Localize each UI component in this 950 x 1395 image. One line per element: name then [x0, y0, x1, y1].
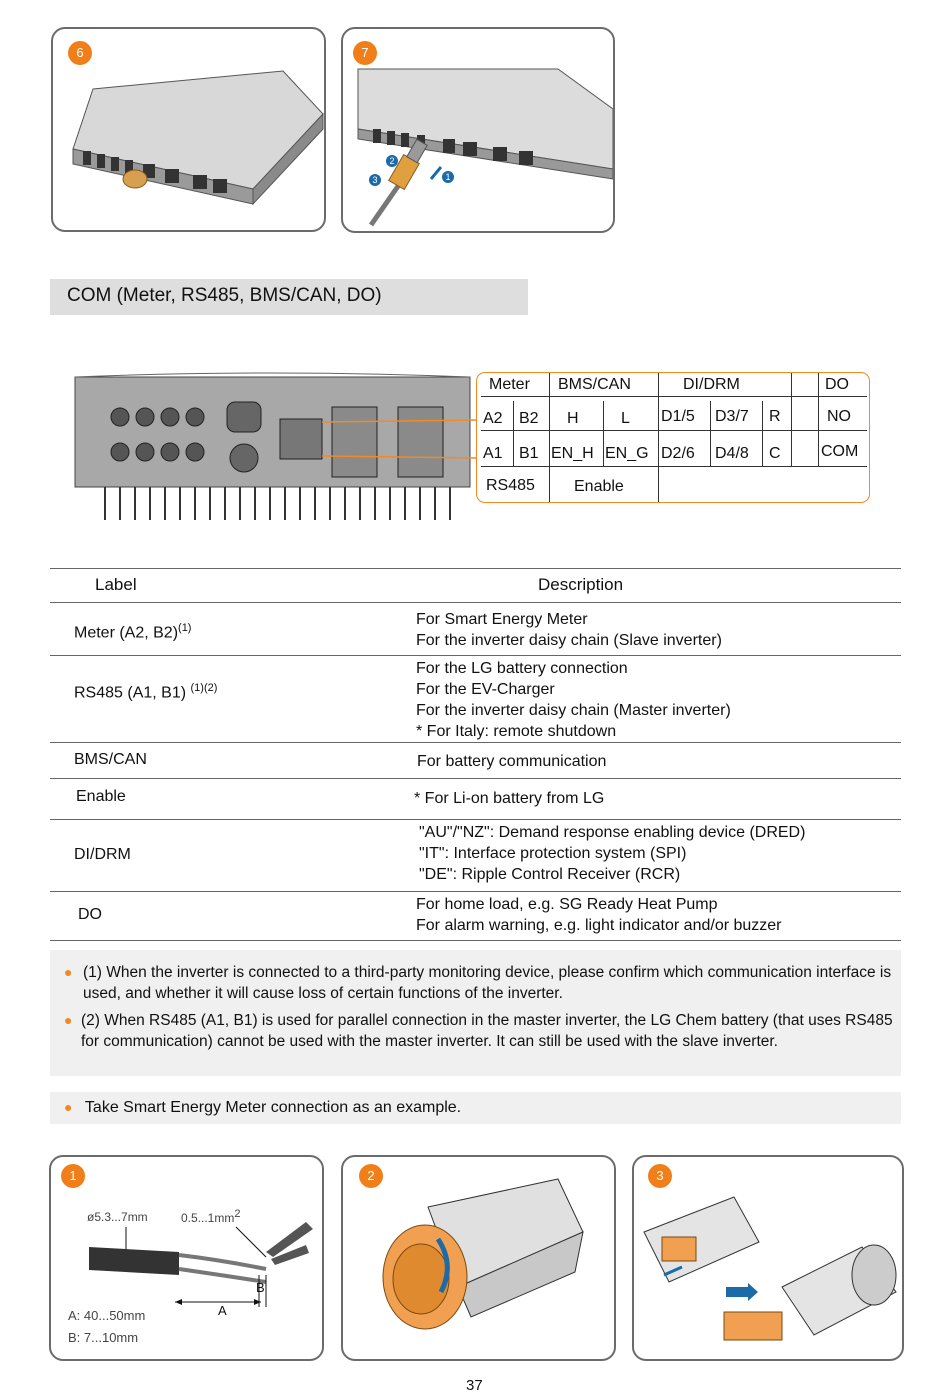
row-description-line: For home load, e.g. SG Ready Heat Pump — [416, 896, 718, 913]
dimension-b-range: B: 7...10mm — [68, 1330, 139, 1345]
row-label: Meter (A2, B2) — [74, 624, 179, 642]
cross-section-sup: 2 — [234, 1208, 241, 1220]
dimension-b-marker: B — [256, 1280, 265, 1295]
pin-d3-7: D3/7 — [715, 408, 749, 425]
example-note-text: Take Smart Energy Meter connection as an example. — [84, 1099, 462, 1116]
row-description-line: "IT": Interface protection system (SPI) — [419, 845, 687, 862]
pin-com: COM — [821, 443, 859, 460]
cross-section-label: 0.5...1mm — [181, 1211, 235, 1225]
row-footnote-ref: (1) — [178, 622, 192, 634]
dimension-a-range: A: 40...50mm — [68, 1308, 146, 1323]
bullet-icon: ● — [64, 964, 73, 980]
pin-rs485: RS485 — [486, 477, 535, 494]
pin-d1-5: D1/5 — [661, 408, 695, 425]
step-1-panel — [49, 1155, 324, 1361]
row-description-line: * For Italy: remote shutdown — [416, 723, 617, 740]
step-number-badge: 7 — [353, 41, 377, 65]
row-description-line: "AU"/"NZ": Demand response enabling device (DRED) — [419, 824, 806, 841]
pin-a1: A1 — [483, 445, 503, 462]
row-description-line: For the EV-Charger — [416, 681, 555, 698]
step-number-badge: 2 — [359, 1164, 383, 1188]
cable-diameter-label: ø5.3...7mm — [87, 1210, 148, 1224]
row-footnote-ref: (1)(2) — [190, 682, 218, 694]
bullet-icon: ● — [64, 1012, 73, 1028]
header-label: Label — [95, 575, 137, 594]
inverter-bottom-illustration — [53, 29, 326, 232]
row-label: RS485 (A1, B1) — [74, 684, 187, 702]
table-header-row — [50, 568, 901, 603]
table-row — [50, 656, 901, 743]
pin-r: R — [769, 408, 781, 425]
dimension-a-marker: A — [218, 1303, 227, 1318]
footnotes-box — [50, 950, 901, 1076]
pin-no: NO — [827, 408, 851, 425]
row-description-line: For alarm warning, e.g. light indicator and/or buzzer — [416, 917, 782, 934]
pin-enable: Enable — [574, 478, 624, 495]
row-description-line: For the inverter daisy chain (Master inverter) — [416, 702, 731, 719]
row-description-line: "DE": Ripple Control Receiver (RCR) — [419, 866, 681, 883]
connector-illustration — [343, 1157, 616, 1361]
pin-d4-8: D4/8 — [715, 445, 749, 462]
row-label: DI/DRM — [74, 846, 131, 863]
callout-1: 1 — [442, 171, 454, 183]
table-row — [50, 743, 901, 779]
table-row — [50, 892, 901, 941]
footnote-1: (1) When the inverter is connected to a third-party monitoring device, please confirm which communication interface is used, and whether it will cause loss of certain functions of the inverter. — [83, 964, 892, 1002]
step-7-panel — [341, 27, 615, 233]
inverter-connector-illustration — [343, 29, 615, 233]
com-pin-table — [476, 372, 870, 503]
section-title: COM (Meter, RS485, BMS/CAN, DO) — [50, 279, 528, 315]
pin-header-do: DO — [825, 376, 849, 393]
footnote-2: (2) When RS485 (A1, B1) is used for parallel connection in the master inverter, the LG Chem battery (that uses RS485 for communication) cannot be used with the master inverter. It can still be used with the slave inverter. — [81, 1012, 893, 1050]
step-3-panel — [632, 1155, 904, 1361]
bullet-icon: ● — [64, 1099, 73, 1115]
step-6-panel — [51, 27, 326, 232]
pin-b1: B1 — [519, 445, 539, 462]
terminal-block-illustration — [634, 1157, 904, 1361]
row-label: DO — [78, 906, 102, 923]
step-number-badge: 6 — [68, 41, 92, 65]
row-description-line: For the LG battery connection — [416, 660, 628, 677]
callout-3: 3 — [369, 174, 381, 186]
pin-d2-6: D2/6 — [661, 445, 695, 462]
row-description-line: For battery communication — [417, 753, 607, 770]
pin-b2: B2 — [519, 410, 539, 427]
row-description-line: For the inverter daisy chain (Slave inverter) — [416, 632, 722, 649]
table-row — [50, 779, 901, 820]
pin-header-bms-can: BMS/CAN — [558, 376, 631, 393]
step-number-badge: 3 — [648, 1164, 672, 1188]
callout-2: 2 — [386, 155, 398, 167]
table-row — [50, 820, 901, 892]
pin-header-meter: Meter — [489, 376, 530, 393]
pin-c: C — [769, 445, 781, 462]
pin-l: L — [621, 410, 630, 427]
row-description-line: For Smart Energy Meter — [416, 611, 588, 628]
pin-en-g: EN_G — [605, 445, 649, 462]
step-2-panel — [341, 1155, 616, 1361]
pin-h: H — [567, 410, 579, 427]
inverter-com-port-illustration — [70, 372, 480, 522]
pin-header-di-drm: DI/DRM — [683, 376, 740, 393]
pin-en-h: EN_H — [551, 445, 594, 462]
row-label: Enable — [76, 788, 126, 805]
header-description: Description — [538, 575, 624, 594]
step-number-badge: 1 — [61, 1164, 85, 1188]
row-description-line: * For Li-on battery from LG — [414, 790, 605, 807]
page-number: 37 — [466, 1377, 483, 1394]
example-note — [50, 1092, 901, 1124]
table-row — [50, 603, 901, 656]
pin-a2: A2 — [483, 410, 503, 427]
row-label: BMS/CAN — [74, 751, 147, 768]
